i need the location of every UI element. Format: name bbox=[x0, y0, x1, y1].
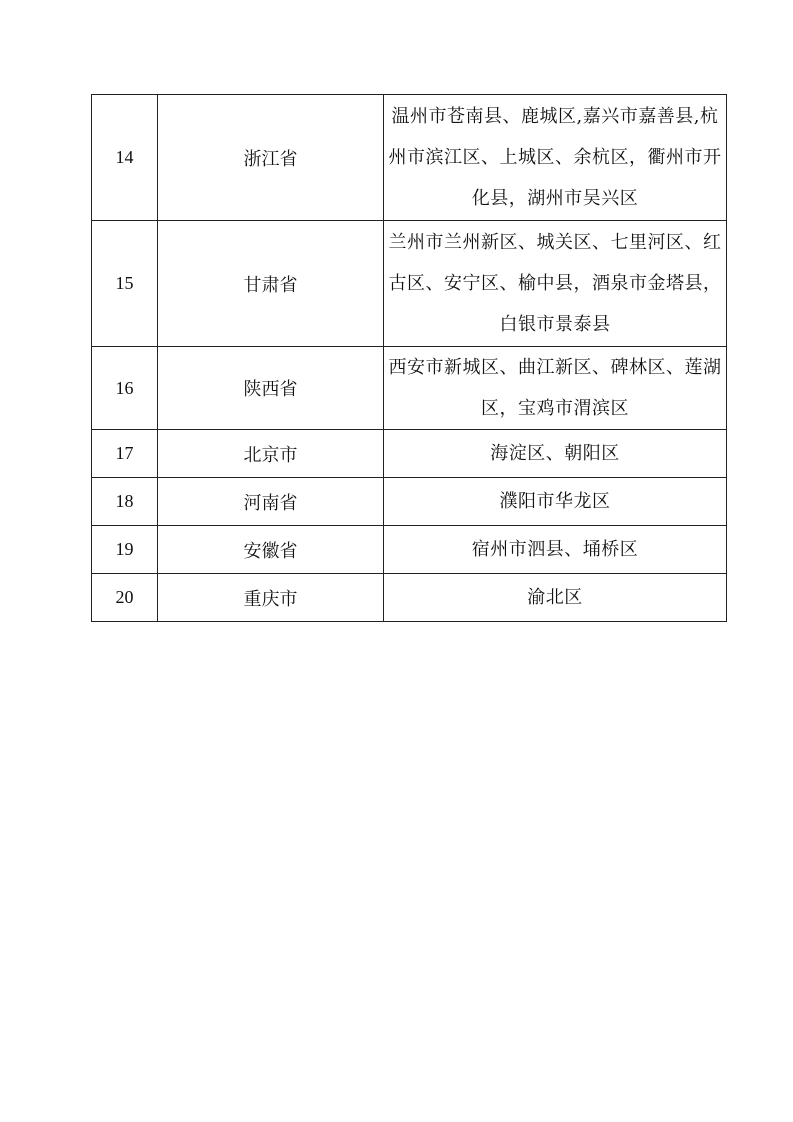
table-row bbox=[92, 221, 727, 347]
row-number: 16 bbox=[92, 347, 158, 430]
district-list: 海淀区、朝阳区 bbox=[384, 430, 727, 478]
district-list: 宿州市泗县、埇桥区 bbox=[384, 526, 727, 574]
district-list: 西安市新城区、曲江新区、碑林区、莲湖区，宝鸡市渭滨区 bbox=[384, 347, 727, 430]
district-list: 渝北区 bbox=[384, 574, 727, 622]
table-row bbox=[92, 430, 727, 478]
table-row bbox=[92, 574, 727, 622]
row-number: 19 bbox=[92, 526, 158, 574]
province-name: 河南省 bbox=[158, 478, 384, 526]
row-number: 14 bbox=[92, 95, 158, 221]
row-number: 18 bbox=[92, 478, 158, 526]
province-name: 北京市 bbox=[158, 430, 384, 478]
row-number: 15 bbox=[92, 221, 158, 347]
province-name: 安徽省 bbox=[158, 526, 384, 574]
province-name: 甘肃省 bbox=[158, 221, 384, 347]
table-row bbox=[92, 95, 727, 221]
district-list: 兰州市兰州新区、城关区、七里河区、红古区、安宁区、榆中县，酒泉市金塔县，白银市景泰县 bbox=[384, 221, 727, 347]
province-name: 浙江省 bbox=[158, 95, 384, 221]
row-number: 17 bbox=[92, 430, 158, 478]
province-name: 陕西省 bbox=[158, 347, 384, 430]
table-row bbox=[92, 526, 727, 574]
regions-table bbox=[91, 94, 727, 622]
row-number: 20 bbox=[92, 574, 158, 622]
district-list: 濮阳市华龙区 bbox=[384, 478, 727, 526]
province-name: 重庆市 bbox=[158, 574, 384, 622]
district-list: 温州市苍南县、鹿城区,嘉兴市嘉善县,杭州市滨江区、上城区、余杭区，衢州市开化县，湖州市吴兴区 bbox=[384, 95, 727, 221]
table-row bbox=[92, 478, 727, 526]
table-row bbox=[92, 347, 727, 430]
